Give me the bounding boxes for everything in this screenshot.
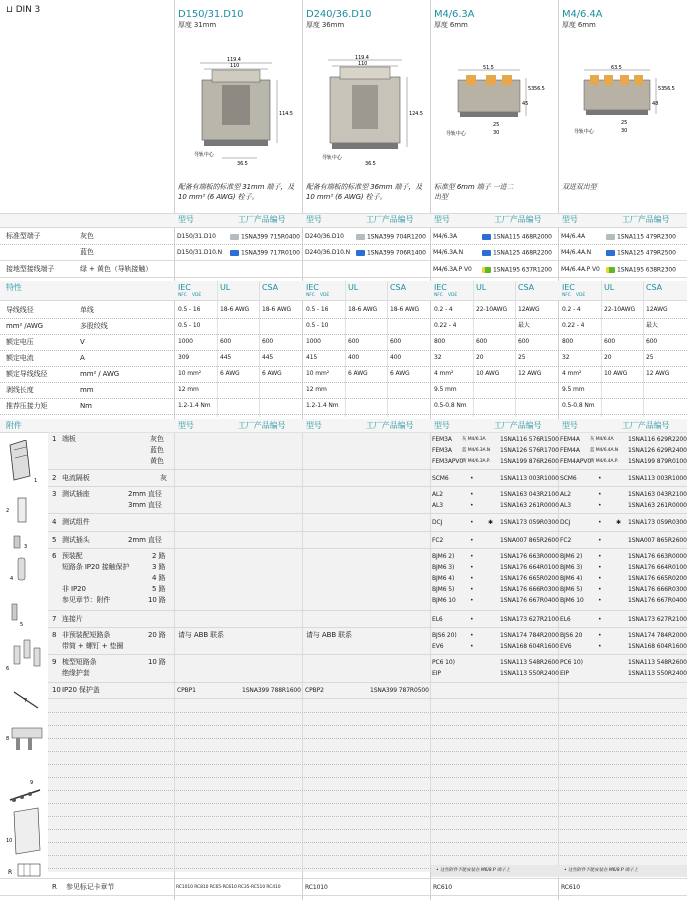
product-title-1: D150/31.D10	[178, 9, 244, 20]
bullet: •	[470, 519, 474, 526]
bullet: •	[470, 616, 474, 623]
spec-cell: 600	[390, 338, 402, 345]
bullet: •	[470, 575, 474, 582]
svg-text:114.5: 114.5	[279, 111, 293, 117]
bullet: •	[470, 564, 474, 571]
svg-text:36.5: 36.5	[365, 161, 376, 167]
product-note-1: 配备有端板的标准型 31mm 端子，及 10 mm² (6 AWG) 栓子。	[178, 183, 295, 201]
spec-cell: 600	[604, 338, 616, 345]
bullet: •	[470, 632, 474, 639]
bullet: •	[598, 575, 602, 582]
acc-code: 1SNA113 548R2600	[628, 659, 687, 666]
spec-cell: 600	[348, 338, 360, 345]
acc-code: 1SNA113 003R1000	[500, 475, 559, 482]
spec-cell: 22-10AWG	[604, 306, 635, 313]
svg-text:110: 110	[358, 61, 368, 67]
svg-text:36.5: 36.5	[237, 161, 248, 167]
product-note-4: 双进双出型	[562, 183, 597, 191]
product-thickness-3: 厚度 6mm	[434, 21, 468, 29]
bullet: •	[470, 586, 474, 593]
acc-type: DCJ	[432, 519, 443, 526]
std-label: 标准型端子	[6, 232, 41, 240]
acc-type: DCJ	[560, 519, 571, 526]
svg-text:119.4: 119.4	[355, 55, 369, 61]
svg-text:51.5: 51.5	[483, 65, 494, 71]
acc-type: BJM6 2)	[432, 553, 455, 560]
svg-text:53: 53	[658, 86, 665, 92]
acc-code: 1SNA176 666R0300	[500, 586, 559, 593]
acc-type: EL6	[432, 616, 443, 623]
bullet: •	[470, 553, 474, 560]
acc-type: BJM6 2)	[560, 553, 583, 560]
product-note-2: 配备有端板的标准型 36mm 端子，及 10 mm² (6 AWG) 栓子。	[306, 183, 423, 201]
bullet: •	[598, 475, 602, 482]
spec-cell: 18-6 AWG	[220, 306, 250, 313]
acc-type: PC6 10)	[560, 659, 583, 666]
acc-type: PC6 10)	[432, 659, 455, 666]
spec-cell: 0.5 - 16	[178, 306, 201, 313]
spec-cell: 1.2-1.4 Nm	[306, 402, 339, 409]
spec-cell: 0.2 - 4	[434, 306, 453, 313]
acc-type: SCM6	[560, 475, 577, 482]
svg-text:56.5: 56.5	[534, 86, 545, 92]
spec-cell: 6 AWG	[262, 370, 282, 377]
spec-cell: 最大	[518, 322, 530, 329]
acc-type: AL3	[432, 502, 443, 509]
acc-code: 1SNA176 665R0200	[500, 575, 559, 582]
spec-cell: 10 AWG	[604, 370, 628, 377]
spec-cell: 800	[434, 338, 446, 345]
spec-row-label: 额定导线线径	[6, 370, 48, 378]
acc-type: EL6	[560, 616, 571, 623]
svg-text:6: 6	[6, 666, 10, 672]
spec-row-label: mm² /AWG	[6, 322, 43, 330]
spec-cell: 600	[476, 338, 488, 345]
acc-type: FC2	[560, 537, 572, 544]
bullet: •	[598, 564, 602, 571]
svg-text:30: 30	[621, 128, 628, 134]
acc-code: 1SNA007 865R2600	[500, 537, 559, 544]
acc-type: BJS6 20	[560, 632, 583, 639]
footnote-3: • 这些附件不能安装在 M6/8.P 端子上	[436, 868, 511, 873]
svg-text:3: 3	[24, 544, 28, 550]
spec-cell: 10 mm²	[306, 370, 330, 377]
spec-cell: 9.5 mm	[434, 386, 457, 393]
spec-title: 特性	[6, 283, 22, 292]
product-thickness-1: 厚度 31mm	[178, 21, 217, 29]
spec-row-label: 额定电流	[6, 354, 34, 362]
spec-cell: 32	[434, 354, 442, 361]
bullet: •	[598, 491, 602, 498]
acc-code: 1SNA163 043R2100	[500, 491, 559, 498]
svg-text:56.5: 56.5	[664, 86, 675, 92]
acc-type: BJM6 10	[560, 597, 584, 604]
acc-type: BJM6 3)	[560, 564, 583, 571]
spec-cell: 445	[262, 354, 274, 361]
acc-code: 1SNA113 550R2400	[628, 670, 687, 677]
spec-cell: 0.5 - 16	[306, 306, 329, 313]
col-code-1: 工厂产品编号	[238, 215, 286, 224]
spec-cell: 12 mm	[178, 386, 199, 393]
spec-cell: 600	[262, 338, 274, 345]
bullet: •	[598, 519, 602, 526]
svg-text:25: 25	[493, 122, 500, 128]
spec-cell: 25	[518, 354, 526, 361]
svg-text:4: 4	[10, 576, 14, 582]
spec-row-label: 剥线长度	[6, 386, 34, 394]
spec-cell: 0.5 - 10	[306, 322, 329, 329]
spec-cell: 1000	[306, 338, 321, 345]
acc-type: BJM6 10	[432, 597, 456, 604]
spec-cell: 18-6 AWG	[390, 306, 420, 313]
spec-cell: 20	[604, 354, 612, 361]
accessory-images	[4, 440, 48, 880]
grey-terminal-icon	[356, 234, 365, 240]
svg-text:124.5: 124.5	[409, 111, 423, 117]
spec-cell: 6 AWG	[220, 370, 240, 377]
acc-code: 1SNA163 261R0000	[628, 502, 687, 509]
acc-code: 1SNA176 666R0300	[628, 586, 687, 593]
iec-head: IEC	[434, 283, 447, 292]
spec-cell: 0.5-0.8 Nm	[434, 402, 467, 409]
acc-code: 1SNA176 667R0400	[628, 597, 687, 604]
dim: 119.4	[227, 57, 241, 63]
acc-type: BJM6 5)	[560, 586, 583, 593]
csa-head: CSA	[262, 283, 278, 292]
blue-terminal-icon	[482, 250, 491, 256]
spec-cell: 10 AWG	[476, 370, 500, 377]
svg-text:1: 1	[34, 478, 38, 484]
acc-code: 1SNA173 627R2100	[500, 616, 559, 623]
acc-code: 1SNA176 663R0000	[500, 553, 559, 560]
spec-cell: 18-6 AWG	[348, 306, 378, 313]
acc-type: AL2	[432, 491, 443, 498]
acc-code: 1SNA176 664R0100	[500, 564, 559, 571]
spec-cell: 12 AWG	[518, 370, 542, 377]
acc-code: 1SNA007 865R2600	[628, 537, 687, 544]
svg-text:导轨中心: 导轨中心	[446, 131, 466, 137]
bullet: •	[470, 537, 474, 544]
terminal-drawing-4	[566, 60, 681, 150]
spec-cell: 6 AWG	[390, 370, 410, 377]
spec-cell: 25	[646, 354, 654, 361]
product-thickness-4: 厚度 6mm	[562, 21, 596, 29]
star-icon: ✱	[616, 519, 621, 526]
bullet: •	[598, 597, 602, 604]
svg-text:10: 10	[6, 838, 13, 844]
acc-code: 1SNA173 059R0300	[628, 519, 687, 526]
spec-cell: 6 AWG	[348, 370, 368, 377]
terminal-drawing-2	[310, 55, 425, 170]
svg-text:25: 25	[621, 120, 628, 126]
svg-text:7: 7	[24, 698, 28, 704]
acc-code: 1SNA174 784R2000	[500, 632, 559, 639]
acc-code: 1SNA176 667R0400	[500, 597, 559, 604]
acc-code: 1SNA176 664R0100	[628, 564, 687, 571]
spec-cell: 4 mm²	[434, 370, 454, 377]
ul-head: UL	[348, 283, 359, 292]
spec-cell: 600	[220, 338, 232, 345]
ul-head: UL	[604, 283, 615, 292]
svg-text:9: 9	[30, 780, 34, 786]
bullet: •	[598, 537, 602, 544]
acc-type: EIP	[560, 670, 569, 677]
spec-cell: 12AWG	[646, 306, 668, 313]
product-title-4: M4/6.4A	[562, 9, 603, 20]
bullet: •	[598, 616, 602, 623]
bullet: •	[598, 643, 602, 650]
spec-cell: 18-6 AWG	[262, 306, 292, 313]
svg-text:2: 2	[6, 508, 10, 514]
spec-row-label: 额定电压	[6, 338, 34, 346]
spec-cell: 0.5 - 10	[178, 322, 201, 329]
acc-type: BJM6 4)	[432, 575, 455, 582]
svg-text:45: 45	[522, 101, 529, 107]
svg-text:导轨中心: 导轨中心	[194, 152, 214, 158]
spec-cell: 400	[390, 354, 402, 361]
spec-cell: 0.22 - 4	[562, 322, 585, 329]
blue-terminal-icon	[482, 234, 491, 240]
acc-type: FC2	[432, 537, 444, 544]
spec-cell: 最大	[646, 322, 658, 329]
acc-type: BJM6 4)	[560, 575, 583, 582]
ground-label: 接地型接线端子	[6, 265, 55, 273]
svg-text:63.5: 63.5	[611, 65, 622, 71]
acc-code: 1SNA168 604R1600	[628, 643, 687, 650]
acc-type: AL3	[560, 502, 571, 509]
spec-cell: 400	[348, 354, 360, 361]
spec-cell: 1.2-1.4 Nm	[178, 402, 211, 409]
csa-head: CSA	[390, 283, 406, 292]
ground-terminal-icon	[482, 267, 491, 273]
ul-head: UL	[220, 283, 231, 292]
blue-terminal-icon	[606, 250, 615, 256]
svg-text:导轨中心: 导轨中心	[322, 155, 342, 161]
acc-code: 1SNA173 059R0300	[500, 519, 559, 526]
iec-head: IEC	[306, 283, 319, 292]
acc-code: 1SNA176 663R0000	[628, 553, 687, 560]
bullet: •	[470, 491, 474, 498]
terminal-drawing-1	[182, 55, 297, 170]
spec-cell: 0.5-0.8 Nm	[562, 402, 595, 409]
spec-row-label: 推荐压接力矩	[6, 402, 48, 410]
acc-code: 1SNA173 627R2100	[628, 616, 687, 623]
acc-type: BJM6 3)	[432, 564, 455, 571]
svg-text:48: 48	[652, 101, 659, 107]
bullet: •	[470, 475, 474, 482]
spec-cell: 0.22 - 4	[434, 322, 457, 329]
svg-text:53: 53	[528, 86, 535, 92]
iec-head: IEC	[562, 283, 575, 292]
page: ⊔ DIN 3 D150/31.D10 厚度 31mm D240/36.D10 厚度 36mm M4/6.3A 厚度 6mm M4/6.4A 厚度 6mm 119.4 110 114.5 36.5 导轨中心 119.4 110 124.5 36.5 导轨中心 51.5 25 30 53 56.5 45 导轨中心 63.5 25 30 53 56.5 48 导轨中心 配备有端板的标准型 31mm 端子，及 10 mm² (6 AWG) 栓子。 配备有端板的标准型 36mm 端子，及 10 mm² (6 AWG) 栓子。 标准型 6mm 端子 一进二出型 双进双出型 型号 工厂产品编号 型号 工厂产品编号 型号 工厂产品编号 型号 工厂产品编号 标准型端子 灰色 蓝色 D150/31.D10 1SNA399 715R0400 D240/36.D10 1SNA399 704R1200 M4/6.3A 1SNA115 468R2000 M4/6.4A 1SNA115 479R2300 D150/31.D10.N 1SNA399 717R0100 D240/36.D10.N 1SNA399 706R1400 M4/6.3A.N 1SNA125 468R2200 M4/6.4A.N 1SNA125 479R2500 接地型接线端子 绿 + 黄色（导轨接触） M4/6.3A.P V0 1SNA195 637R1200 M4/6.4A.P V0 1SNA195 638R2300 特性 IEC NFC VDE UL CSA IEC NFC VDE UL CSA IEC NFC VDE UL CSA IEC NFC VDE UL CSA 导线线径 单线 0.5 - 16 18-6 AWG 18-6 AWG 0.5 - 16 18-6 AWG 18-6 AWG 0.2 - 4 22-10AWG 12AWG 0.2 - 4 22-10AWG 12AWG mm² /AWG 多股绞线 0.5 - 10 0.5 - 10 0.22 - 4 最大 0.22 - 4 最大 额定电压 V 1000 600 600 1000 600 600 800 600 600 800 600 600 额定电流 A 309 445 445 415 400 400 32 20 25 32 20 25 额定导线线径 mm² / AWG 10 mm² 6 AWG 6 AWG 10 mm² 6 AWG 6 AWG 4 mm² 10 AWG 12 AWG 4 mm² 10 AWG 12 AWG 剥线长度 mm 12 mm 12 mm 9.5 mm 9.5 mm 推荐压接力矩 Nm 1.2-1.4 Nm 1.2-1.4 Nm 0.5-0.8 Nm 0.5-0.8 Nm 附件 型号 工厂产品编号 型号 工厂产品编号 型号 工厂产品编号 型号 工厂产品编号 1 端板 灰色 蓝色 黄色 2 电流隔板 灰 3 测试插座 2mm 直径 3mm 直径 4 测试组件 5 测试插头 2mm 直径 6 预装配 短路条 IP20 接触保护 非 IP20 参见章节：附件 2 路 3 路 4 路 5 路 10 路 7 连接片 8 非预装配短路条 带简 + 螺钉 + 垫圈 20 路 请与 ABB 联系 请与 ABB 联系 9 梳型短路条 绝缘护套 10 路 10 IP20 保护盖 CPBP1 1SNA399 788R1600 CPBP2 1SNA399 787R0500 FEM3A 灰 M4/6.3A 1SNA116 576R1500 FEM3A 蓝 M4/6.3A.N 1SNA126 576R1700 FEM3APV0 黄 M4/6.3A.P. 1SNA199 876R2600 SCM6 1SNA113 003R1000 • AL2 1SNA163 043R2100 • AL3 1SNA163 261R0000 • DCJ 1SNA173 059R0300 • ✱ FC2 1SNA007 865R2600 • BJM6 2) 1SNA176 663R0000 • BJM6 3) 1SNA176 664R0100 • BJM6 4) 1SNA176 665R0200 • BJM6 5) 1SNA176 666R0300 • BJM6 10 1SNA176 667R0400 • EL6 1SNA173 627R2100 • BJS6 20) 1SNA174 784R2000 • EV6 1SNA168 604R1600 • PC6 10) 1SNA113 548R2600 EIP 1SNA113 550R2400 FEM4A 灰 M4/6.4A 1SNA116 629R2200 FEM4A 蓝 M4/6.4A.N 1SNA126 629R2400 FEM4APV0 黄 M4/6.4A.P. 1SNA199 879R0100 SCM6 1SNA113 003R1000 • AL2 1SNA163 043R2100 • AL3 1SNA163 261R0000 • DCJ 1SNA173 059R0300 • ✱ FC2 1SNA007 865R2600 • BJM6 2) 1SNA176 663R0000 • BJM6 3) 1SNA176 664R0100 • BJM6 4) 1SNA176 665R0200 • BJM6 5) 1SNA176 666R0300 • BJM6 10 1SNA176 667R0400 • EL6 1SNA173 627R2100 • BJS6 20 1SNA174 784R2000 • EV6 1SNA168 604R1600 • PC6 10) 1SNA113 548R2600 EIP 1SNA113 550R2400 • 这些附件不能安装在 M6/8.P 端子上 • 这些附件不能安装在 M6/8.P 端子上 R 参见标记卡章节 RC1010 RC810 RC65-RC610 RC35-RC510 RC410 RC1010 RC610 RC610 1 2 3 4 5 6 7 8 9 10 R	[0, 0, 687, 900]
acc-code: 1SNA163 043R2100	[628, 491, 687, 498]
spec-cell: 600	[646, 338, 658, 345]
bullet: •	[470, 597, 474, 604]
acc-type: EIP	[432, 670, 441, 677]
acc-type: BJM6 5)	[432, 586, 455, 593]
svg-text:5: 5	[20, 622, 24, 628]
grey-terminal-icon	[230, 234, 239, 240]
blue-terminal-icon	[230, 250, 239, 256]
bullet: •	[470, 643, 474, 650]
spec-cell: 800	[562, 338, 574, 345]
acc-code: 1SNA168 604R1600	[500, 643, 559, 650]
csa-head: CSA	[646, 283, 662, 292]
bullet: •	[598, 502, 602, 509]
spec-cell: 445	[220, 354, 232, 361]
acc-type: EV6	[560, 643, 572, 650]
product-title-2: D240/36.D10	[306, 9, 372, 20]
acc-type: BJS6 20)	[432, 632, 457, 639]
product-thickness-2: 厚度 36mm	[306, 21, 345, 29]
din-symbol: ⊔ DIN 3	[6, 5, 41, 15]
svg-text:导轨中心: 导轨中心	[574, 129, 594, 135]
spec-cell: 20	[476, 354, 484, 361]
spec-cell: 4 mm²	[562, 370, 582, 377]
acc-title: 附件	[6, 421, 22, 430]
ul-head: UL	[476, 283, 487, 292]
grey-terminal-icon	[606, 234, 615, 240]
bullet: •	[598, 632, 602, 639]
bullet: •	[598, 553, 602, 560]
svg-text:R: R	[8, 869, 13, 876]
spec-cell: 12 mm	[306, 386, 327, 393]
terminal-drawing-3	[438, 60, 553, 150]
acc-code: 1SNA113 550R2400	[500, 670, 559, 677]
spec-cell: 1000	[178, 338, 193, 345]
ground-terminal-icon	[606, 267, 615, 273]
star-icon: ✱	[488, 519, 493, 526]
footnote-4: • 这些附件不能安装在 M6/8.P 端子上	[564, 868, 639, 873]
acc-code: 1SNA113 003R1000	[628, 475, 687, 482]
spec-cell: 12 AWG	[646, 370, 670, 377]
acc-code: 1SNA163 261R0000	[500, 502, 559, 509]
csa-head: CSA	[518, 283, 534, 292]
svg-text:110: 110	[230, 63, 240, 69]
product-title-3: M4/6.3A	[434, 9, 475, 20]
bullet: •	[470, 502, 474, 509]
spec-cell: 22-10AWG	[476, 306, 507, 313]
acc-code: 1SNA176 665R0200	[628, 575, 687, 582]
svg-text:8: 8	[6, 736, 10, 742]
spec-cell: 32	[562, 354, 570, 361]
acc-type: SCM6	[432, 475, 449, 482]
spec-cell: 10 mm²	[178, 370, 202, 377]
iec-head: IEC	[178, 283, 191, 292]
spec-cell: 415	[306, 354, 318, 361]
table-row: D150/31.D10	[177, 233, 216, 240]
spec-cell: 9.5 mm	[562, 386, 585, 393]
acc-type: AL2	[560, 491, 571, 498]
bullet: •	[598, 586, 602, 593]
spec-cell: 600	[518, 338, 530, 345]
rail-icon: ⊔	[6, 5, 13, 15]
svg-text:30: 30	[493, 130, 500, 136]
spec-cell: 309	[178, 354, 190, 361]
acc-code: 1SNA174 784R2000	[628, 632, 687, 639]
acc-code: 1SNA113 548R2600	[500, 659, 559, 666]
col-type-1: 型号	[178, 215, 194, 224]
product-note-3: 标准型 6mm 端子 一进二出型	[434, 183, 514, 201]
acc-type: EV6	[432, 643, 444, 650]
spec-row-label: 导线线径	[6, 306, 34, 314]
spec-cell: 12AWG	[518, 306, 540, 313]
spec-cell: 0.2 - 4	[562, 306, 581, 313]
blue-terminal-icon	[356, 250, 365, 256]
